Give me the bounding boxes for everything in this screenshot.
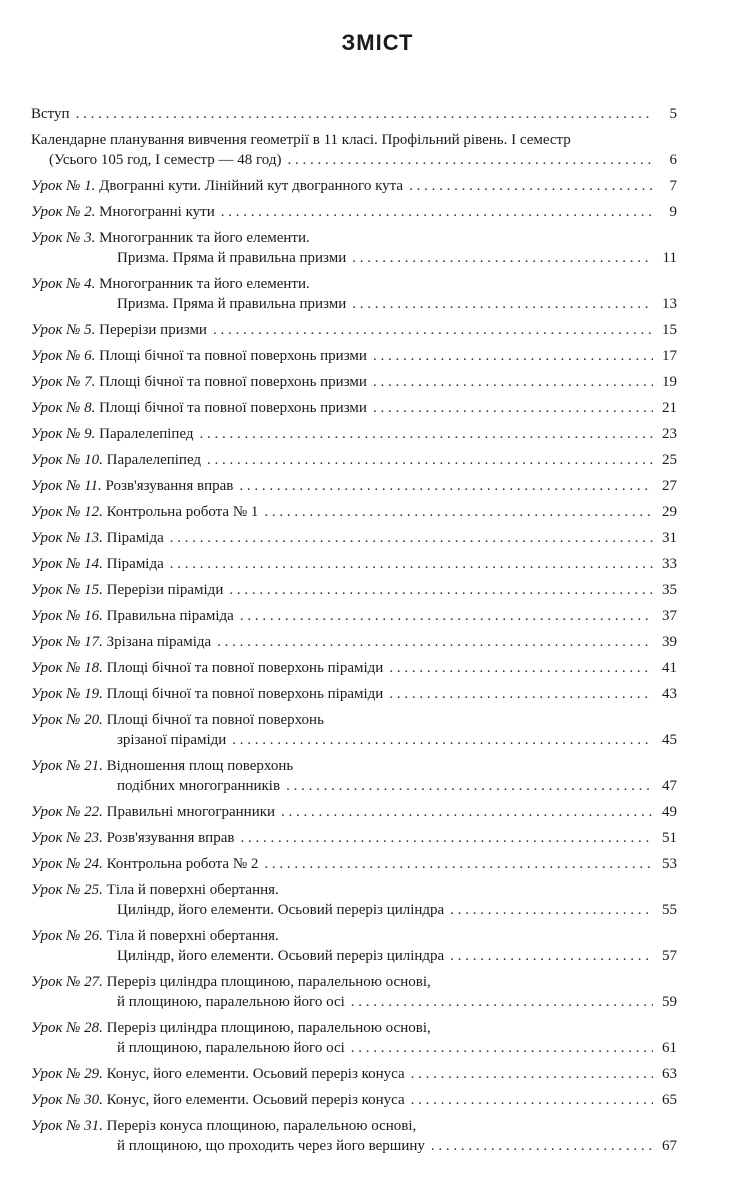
page-number: 49 [662,804,677,820]
toc-entry-text [117,730,226,750]
toc-entry-text [31,974,431,990]
toc-entry [31,202,677,222]
dot-leader [264,502,653,522]
dot-leader [389,658,653,678]
page-number: 6 [669,152,677,168]
page-number: 35 [662,582,677,598]
dot-leader [240,606,653,626]
toc-title-line: Контрольна робота № 1 [106,504,259,520]
toc-entry-text [49,150,281,170]
lesson-label: Урок № 26. [31,928,103,944]
page-number: 45 [662,732,677,748]
dot-leader [232,730,653,750]
toc-entry [31,606,677,626]
dot-leader [431,1136,653,1156]
toc-entry-text [31,658,383,678]
toc-entry-text [31,684,383,704]
toc-entry-text [31,606,234,626]
page-number: 47 [662,778,677,794]
toc-entry [31,1090,677,1110]
page-number: 17 [662,348,677,364]
page-number: 53 [662,856,677,872]
toc-entry-text [31,854,258,874]
dot-leader [264,854,653,874]
toc-title-line: Многогранник та його елементи. [99,276,310,292]
page-number: 61 [662,1040,677,1056]
dot-leader [240,828,653,848]
toc-title-line: Правильні многогранники [106,804,276,820]
dot-leader [411,1090,653,1110]
toc-entry-text [31,202,215,222]
toc-entry-text [117,900,444,920]
toc-entry-text [31,176,403,196]
toc-entry-text [31,276,310,292]
toc-title-line: Переріз циліндра площиною, паралельною основі, [106,1020,431,1036]
toc-title-line: Тіла й поверхні обертання. [106,928,279,944]
page-number: 59 [662,994,677,1010]
page-number: 7 [669,178,677,194]
toc-title-line: Площі бічної та повної поверхонь призми [99,400,367,416]
dot-leader [170,528,653,548]
toc-entry [31,926,677,966]
page-number: 41 [662,660,677,676]
lesson-label: Урок № 3. [31,230,96,246]
lesson-label: Урок № 9. [31,426,96,442]
toc-entry-text [31,928,279,944]
toc-entry-text [31,1090,405,1110]
page-number: 9 [669,204,677,220]
lesson-label: Урок № 16. [31,608,103,624]
lesson-label: Урок № 19. [31,686,103,702]
toc-entry [31,450,677,470]
toc-entry [31,274,677,314]
toc-entry [31,710,677,750]
toc-entry [31,1116,677,1156]
lesson-label: Урок № 12. [31,504,103,520]
toc-title-line: Площі бічної та повної поверхонь піраміди [106,686,384,702]
toc-title-line: Площі бічної та повної поверхонь піраміди [106,660,384,676]
page-number: 27 [662,478,677,494]
lesson-label: Урок № 22. [31,804,103,820]
dot-leader [213,320,653,340]
toc-title-line: Призма. Пряма й правильна призми [117,250,347,266]
toc-title-line: Календарне планування вивчення геометрії в 11 класі. Профільний рівень. І семестр [31,132,571,148]
page-number: 11 [662,250,677,266]
page-title: ЗМІСТ [341,30,414,55]
lesson-label: Урок № 10. [31,452,103,468]
toc-entry-text [31,882,279,898]
toc-title-line: Конус, його елементи. Осьовий переріз конуса [106,1066,405,1082]
toc-entry [31,554,677,574]
toc-title-line: подібних многогранників [117,778,281,794]
dot-leader [373,372,653,392]
toc-entry [31,802,677,822]
toc-entry-text [31,104,70,124]
page-number: 51 [662,830,677,846]
toc-entry-text [117,248,346,268]
toc-title-line: Многогранник та його елементи. [99,230,310,246]
dot-leader [217,632,653,652]
lesson-label: Урок № 4. [31,276,96,292]
lesson-label: Урок № 5. [31,322,96,338]
toc-title-line: Паралелепіпед [99,426,194,442]
toc-entry-text [31,632,211,652]
toc-entry [31,228,677,268]
toc-entry [31,756,677,796]
page-number: 67 [662,1138,677,1154]
toc-entry-text [31,1064,405,1084]
toc-entry [31,346,677,366]
lesson-label: Урок № 8. [31,400,96,416]
toc-entry [31,854,677,874]
toc-entry [31,632,677,652]
table-of-contents [31,104,677,1162]
toc-entry [31,658,677,678]
page-number: 63 [662,1066,677,1082]
toc-title-line: Перерізи призми [99,322,207,338]
toc-entry-text [31,580,223,600]
toc-title-line: й площиною, паралельною його осі [117,1040,345,1056]
dot-leader [373,346,653,366]
page-number: 31 [662,530,677,546]
toc-entry [31,1018,677,1058]
toc-entry-text [31,758,293,774]
toc-title-line: й площиною, паралельною його осі [117,994,345,1010]
toc-title-line: Розв'язування вправ [105,478,234,494]
dot-leader [170,554,653,574]
page-number: 25 [662,452,677,468]
toc-title-line: Піраміда [106,556,164,572]
toc-entry [31,476,677,496]
toc-title-line: Перерізи піраміди [106,582,224,598]
dot-leader [411,1064,653,1084]
toc-title-line: Вступ [31,106,70,122]
toc-title-line: Паралелепіпед [106,452,202,468]
toc-entry-text [31,320,207,340]
dot-leader [287,150,653,170]
page-number: 29 [662,504,677,520]
page-number: 13 [662,296,677,312]
page-number: 19 [662,374,677,390]
page-number: 57 [662,948,677,964]
toc-title-line: зрізаної піраміди [117,732,227,748]
toc-title-line: Многогранні кути [99,204,215,220]
dot-leader [239,476,653,496]
toc-title-line: Переріз циліндра площиною, паралельною основі, [106,974,431,990]
toc-entry-text [117,1136,425,1156]
dot-leader [450,900,653,920]
toc-entry-text [31,372,367,392]
toc-entry [31,880,677,920]
toc-title-line: Правильна піраміда [106,608,234,624]
toc-entry-text [117,776,280,796]
lesson-label: Урок № 28. [31,1020,103,1036]
lesson-label: Урок № 27. [31,974,103,990]
toc-entry [31,528,677,548]
lesson-label: Урок № 18. [31,660,103,676]
toc-entry-text [31,528,164,548]
lesson-label: Урок № 20. [31,712,103,728]
lesson-label: Урок № 6. [31,348,96,364]
lesson-label: Урок № 2. [31,204,96,220]
toc-entry [31,398,677,418]
lesson-label: Урок № 14. [31,556,103,572]
dot-leader [352,294,653,314]
toc-title-line: Тіла й поверхні обертання. [106,882,279,898]
toc-entry-text [31,398,367,418]
toc-title-line: Відношення площ поверхонь [106,758,294,774]
toc-entry [31,1064,677,1084]
toc-entry-text [117,1038,345,1058]
page-number: 39 [662,634,677,650]
toc-entry-text [117,946,444,966]
toc-entry-text [31,230,310,246]
toc-entry-text [31,1020,431,1036]
toc-entry-text [31,1118,416,1134]
toc-entry-text [117,992,345,1012]
lesson-label: Урок № 31. [31,1118,103,1134]
lesson-label: Урок № 21. [31,758,103,774]
toc-entry [31,502,677,522]
toc-title-line: Площі бічної та повної поверхонь призми [99,374,367,390]
lesson-label: Урок № 7. [31,374,96,390]
toc-title-line: Циліндр, його елементи. Осьовий переріз циліндра [117,902,445,918]
toc-entry [31,424,677,444]
lesson-label: Урок № 15. [31,582,103,598]
toc-title-line: (Усього 105 год, І семестр — 48 год) [49,152,282,168]
toc-title-line: Площі бічної та повної поверхонь призми [99,348,367,364]
toc-entry [31,684,677,704]
page-number: 23 [662,426,677,442]
dot-leader [373,398,653,418]
toc-entry [31,580,677,600]
page-number: 15 [662,322,677,338]
page-number: 37 [662,608,677,624]
lesson-label: Урок № 23. [31,830,103,846]
lesson-label: Урок № 1. [31,178,96,194]
toc-title-line: Переріз конуса площиною, паралельною основі, [106,1118,417,1134]
toc-entry [31,972,677,1012]
dot-leader [286,776,653,796]
toc-entry [31,130,677,170]
toc-entry [31,176,677,196]
toc-title-line: Циліндр, його елементи. Осьовий переріз циліндра [117,948,445,964]
toc-entry [31,104,677,124]
lesson-label: Урок № 17. [31,634,103,650]
dot-leader [450,946,653,966]
toc-title-line: Зрізана піраміда [106,634,212,650]
lesson-label: Урок № 29. [31,1066,103,1082]
page-number: 21 [662,400,677,416]
lesson-label: Урок № 24. [31,856,103,872]
toc-entry-text [31,828,234,848]
lesson-label: Урок № 25. [31,882,103,898]
toc-entry-text [31,712,324,728]
page-number: 33 [662,556,677,572]
page-number: 5 [669,106,677,122]
toc-entry-text [117,294,346,314]
toc-title-line: Конус, його елементи. Осьовий переріз конуса [106,1092,405,1108]
toc-title-line: Контрольна робота № 2 [106,856,259,872]
toc-title-line: Розв'язування вправ [106,830,235,846]
dot-leader [221,202,653,222]
page-number: 65 [662,1092,677,1108]
dot-leader [281,802,653,822]
dot-leader [351,992,653,1012]
lesson-label: Урок № 30. [31,1092,103,1108]
toc-entry-text [31,424,194,444]
page-number: 43 [662,686,677,702]
toc-entry-text [31,554,164,574]
lesson-label: Урок № 13. [31,530,103,546]
dot-leader [389,684,653,704]
toc-entry-text [31,450,201,470]
toc-entry-text [31,502,258,522]
dot-leader [409,176,653,196]
toc-entry-text [31,802,275,822]
toc-entry [31,320,677,340]
toc-entry-text [31,132,571,148]
dot-leader [200,424,653,444]
dot-leader [76,104,653,124]
dot-leader [351,1038,653,1058]
dot-leader [207,450,653,470]
toc-title-line: Призма. Пряма й правильна призми [117,296,347,312]
toc-entry-text [31,346,367,366]
toc-title-line: Площі бічної та повної поверхонь [106,712,324,728]
toc-title-line: й площиною, що проходить через його вершину [117,1138,425,1154]
toc-entry [31,372,677,392]
toc-entry-text [31,476,233,496]
toc-title-line: Двогранні кути. Лінійний кут двогранного кута [99,178,404,194]
toc-entry [31,828,677,848]
dot-leader [352,248,653,268]
dot-leader [229,580,653,600]
toc-title-line: Піраміда [106,530,164,546]
lesson-label: Урок № 11. [31,478,102,494]
page-number: 55 [662,902,677,918]
